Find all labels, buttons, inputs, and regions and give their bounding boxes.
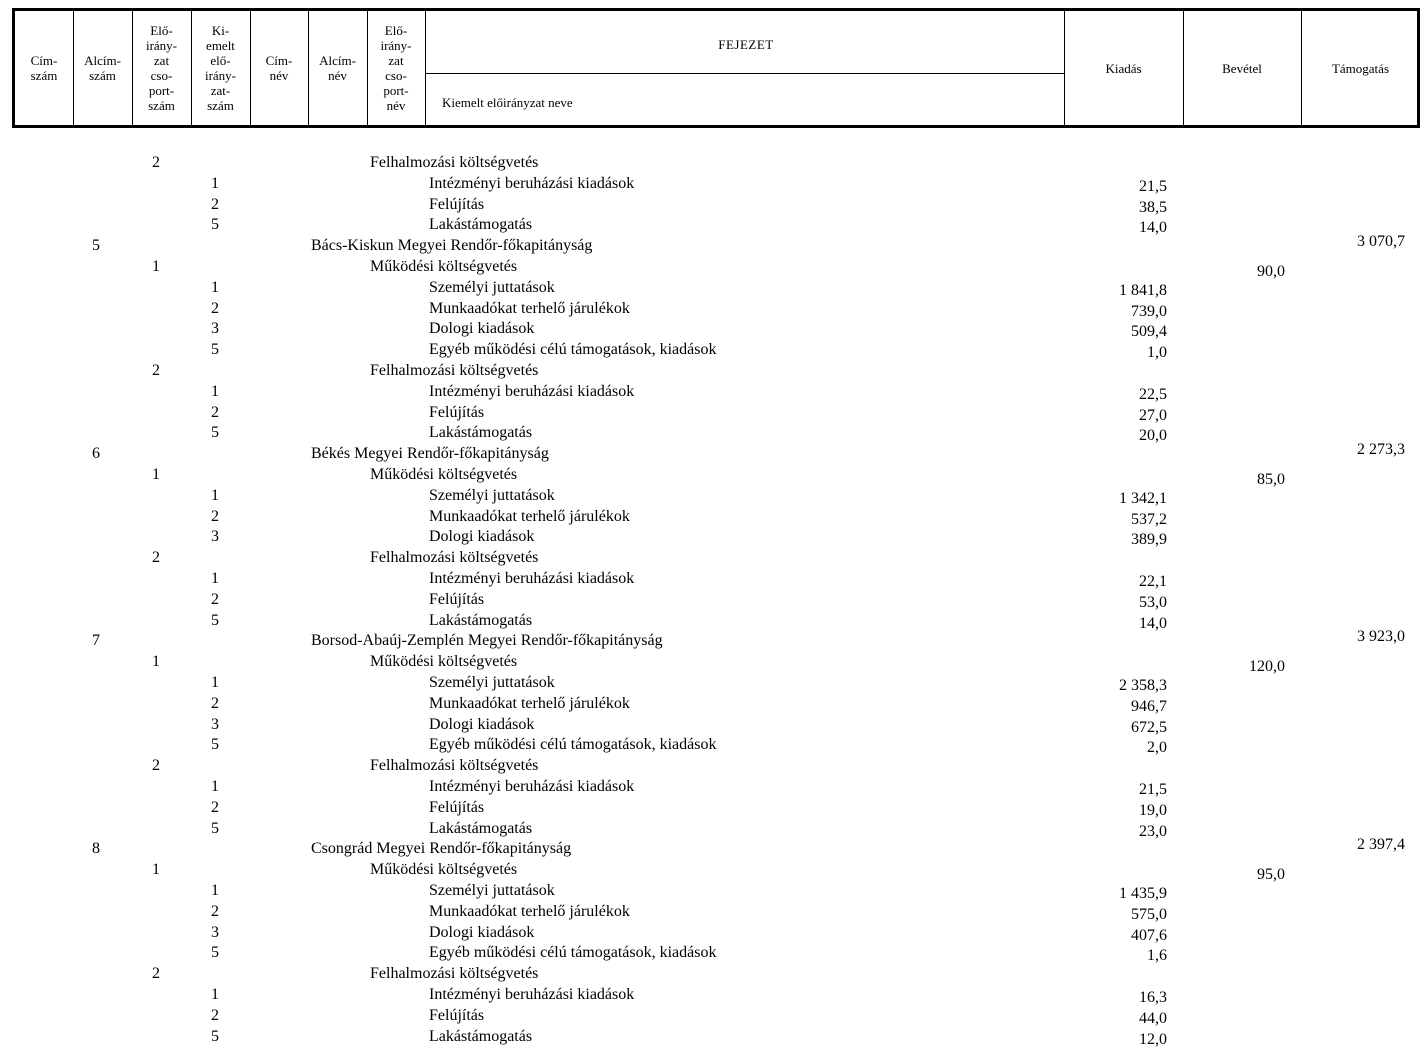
row-code: 5 bbox=[211, 819, 219, 837]
row-kiadas: 1 841,8 bbox=[1119, 281, 1167, 299]
row-tamogatas: 3 923,0 bbox=[1357, 628, 1405, 646]
row-name: Felújítás bbox=[429, 403, 485, 421]
row-name: Működési költségvetés bbox=[370, 466, 518, 483]
row-name: Egyéb működési célú támogatások, kiadások bbox=[429, 341, 717, 359]
row-name: Lakástámogatás bbox=[429, 611, 533, 629]
row-kiadas: 537,2 bbox=[1131, 510, 1167, 528]
row-name: Csongrád Megyei Rendőr-főkapitányság bbox=[311, 840, 572, 858]
row-name: Egyéb működési célú támogatások, kiadások bbox=[429, 944, 717, 962]
row-code: 1 bbox=[211, 278, 219, 296]
row-code: 7 bbox=[92, 632, 100, 650]
row-name: Felújítás bbox=[429, 590, 485, 608]
row-code: 5 bbox=[211, 611, 219, 629]
table-row bbox=[0, 944, 1425, 965]
table-row bbox=[0, 154, 1425, 175]
table-row bbox=[0, 965, 1425, 986]
table-row bbox=[0, 736, 1425, 757]
row-kiadas: 53,0 bbox=[1139, 593, 1167, 611]
table-row bbox=[0, 383, 1425, 404]
row-kiadas: 21,5 bbox=[1139, 781, 1167, 798]
row-code: 1 bbox=[211, 986, 219, 1003]
row-code: 2 bbox=[211, 590, 219, 608]
row-code: 3 bbox=[211, 528, 219, 546]
row-name: Dologi kiadások bbox=[429, 528, 535, 546]
row-code: 1 bbox=[211, 382, 219, 400]
table-row bbox=[0, 258, 1425, 279]
table-row bbox=[0, 903, 1425, 924]
row-name: Munkaadókat terhelő járulékok bbox=[429, 507, 630, 525]
row-code: 6 bbox=[92, 445, 100, 463]
header-kiadas: Kiadás bbox=[1105, 60, 1142, 76]
row-name: Felhalmozási költségvetés bbox=[370, 549, 539, 567]
row-kiadas: 389,9 bbox=[1131, 531, 1167, 549]
header-alcim-nev: Alcím- név bbox=[319, 53, 356, 83]
row-code: 1 bbox=[211, 486, 219, 504]
row-kiadas: 21,5 bbox=[1139, 177, 1167, 195]
header-cim-nev: Cím- név bbox=[265, 53, 293, 83]
row-kiadas: 16,3 bbox=[1139, 989, 1167, 1006]
table-row bbox=[0, 861, 1425, 882]
row-code: 1 bbox=[152, 258, 160, 275]
row-name: Felhalmozási költségvetés bbox=[370, 965, 539, 983]
row-name: Intézményi beruházási kiadások bbox=[429, 570, 635, 587]
row-name: Személyi juttatások bbox=[429, 486, 555, 504]
row-kiadas: 1,6 bbox=[1147, 947, 1167, 965]
table-row bbox=[0, 441, 1425, 466]
table-row bbox=[0, 549, 1425, 570]
table-row bbox=[0, 487, 1425, 508]
row-code: 2 bbox=[152, 362, 160, 379]
table-row bbox=[0, 628, 1425, 653]
row-bevetel: 85,0 bbox=[1257, 471, 1285, 488]
table-row bbox=[0, 695, 1425, 716]
table-row bbox=[0, 882, 1425, 903]
row-code: 2 bbox=[152, 549, 160, 567]
row-code: 2 bbox=[211, 507, 219, 525]
row-name: Dologi kiadások bbox=[429, 320, 535, 338]
row-name: Munkaadókat terhelő járulékok bbox=[429, 902, 630, 920]
row-code: 5 bbox=[92, 237, 100, 255]
table-row bbox=[0, 424, 1425, 445]
table-row bbox=[0, 233, 1425, 258]
table-row bbox=[0, 612, 1425, 633]
row-name: Felújítás bbox=[429, 798, 485, 816]
row-code: 1 bbox=[211, 882, 219, 899]
row-kiadas: 20,0 bbox=[1139, 427, 1167, 445]
header-alcim-szam: Alcím- szám bbox=[84, 53, 121, 83]
row-kiadas: 27,0 bbox=[1139, 406, 1167, 424]
row-kiadas: 1 342,1 bbox=[1119, 489, 1167, 507]
row-code: 3 bbox=[211, 923, 219, 941]
row-name: Intézményi beruházási kiadások bbox=[429, 986, 635, 1003]
row-name: Intézményi beruházási kiadások bbox=[429, 778, 635, 795]
row-name: Felhalmozási költségvetés bbox=[370, 362, 539, 379]
table-row bbox=[0, 466, 1425, 487]
row-name: Felújítás bbox=[429, 1006, 485, 1024]
row-name: Bács-Kiskun Megyei Rendőr-főkapitányság bbox=[311, 237, 593, 255]
row-code: 2 bbox=[211, 1006, 219, 1024]
row-kiadas: 14,0 bbox=[1139, 219, 1167, 237]
row-bevetel: 90,0 bbox=[1257, 263, 1285, 280]
header-fejezet: FEJEZET bbox=[718, 37, 774, 52]
row-kiadas: 407,6 bbox=[1131, 926, 1167, 944]
row-code: 1 bbox=[211, 778, 219, 795]
row-code: 2 bbox=[211, 195, 219, 213]
row-bevetel: 120,0 bbox=[1249, 658, 1285, 676]
table-row bbox=[0, 591, 1425, 612]
row-code: 5 bbox=[211, 216, 219, 234]
row-code: 5 bbox=[211, 944, 219, 962]
row-kiadas: 509,4 bbox=[1131, 323, 1167, 341]
row-code: 1 bbox=[152, 653, 160, 671]
row-name: Működési költségvetés bbox=[370, 258, 518, 275]
row-code: 1 bbox=[211, 174, 219, 192]
row-code: 2 bbox=[152, 154, 160, 171]
row-kiadas: 672,5 bbox=[1131, 718, 1167, 736]
row-code: 2 bbox=[211, 299, 219, 317]
row-code: 1 bbox=[211, 570, 219, 587]
row-name: Személyi juttatások bbox=[429, 882, 555, 899]
row-kiadas: 2,0 bbox=[1147, 739, 1167, 757]
table-row bbox=[0, 570, 1425, 591]
table-row bbox=[0, 924, 1425, 945]
table-row bbox=[0, 404, 1425, 425]
table-row bbox=[0, 528, 1425, 549]
table-row bbox=[0, 820, 1425, 841]
table-row bbox=[0, 508, 1425, 529]
row-tamogatas: 2 273,3 bbox=[1357, 441, 1405, 459]
table-row bbox=[0, 716, 1425, 737]
row-code: 2 bbox=[211, 403, 219, 421]
table-row bbox=[0, 757, 1425, 778]
table-row bbox=[0, 196, 1425, 217]
table-row bbox=[0, 279, 1425, 300]
row-name: Dologi kiadások bbox=[429, 715, 535, 733]
row-kiadas: 1,0 bbox=[1147, 344, 1167, 362]
row-name: Felhalmozási költségvetés bbox=[370, 757, 539, 775]
table-row bbox=[0, 320, 1425, 341]
row-tamogatas: 3 070,7 bbox=[1357, 233, 1405, 251]
row-name: Egyéb működési célú támogatások, kiadások bbox=[429, 736, 717, 754]
row-name: Intézményi beruházási kiadások bbox=[429, 382, 635, 400]
row-code: 5 bbox=[211, 424, 219, 442]
header-kiemelt-eloiranyzat-szam: Ki- emelt elő- irány- zat- szám bbox=[204, 23, 237, 113]
row-kiadas: 946,7 bbox=[1131, 697, 1167, 715]
row-code: 2 bbox=[211, 902, 219, 920]
row-name: Munkaadókat terhelő járulékok bbox=[429, 694, 630, 712]
row-code: 1 bbox=[211, 674, 219, 691]
row-code: 1 bbox=[152, 466, 160, 483]
row-name: Személyi juttatások bbox=[429, 674, 555, 691]
row-kiadas: 14,0 bbox=[1139, 614, 1167, 632]
header-eloiranyzat-csoport-szam: Elő- irány- zat cso- port- szám bbox=[145, 23, 178, 113]
table-row bbox=[0, 674, 1425, 695]
table-row bbox=[0, 836, 1425, 861]
row-kiadas: 19,0 bbox=[1139, 801, 1167, 819]
row-name: Személyi juttatások bbox=[429, 278, 555, 296]
row-code: 2 bbox=[211, 694, 219, 712]
row-kiadas: 575,0 bbox=[1131, 905, 1167, 923]
row-name: Dologi kiadások bbox=[429, 923, 535, 941]
row-name: Intézményi beruházási kiadások bbox=[429, 174, 635, 192]
row-kiadas: 12,0 bbox=[1139, 1030, 1167, 1048]
row-code: 3 bbox=[211, 715, 219, 733]
row-kiadas: 38,5 bbox=[1139, 198, 1167, 216]
row-code: 5 bbox=[211, 341, 219, 359]
row-name: Lakástámogatás bbox=[429, 216, 533, 234]
row-name: Munkaadókat terhelő járulékok bbox=[429, 299, 630, 317]
row-code: 5 bbox=[211, 1027, 219, 1045]
table-row bbox=[0, 341, 1425, 362]
row-name: Működési költségvetés bbox=[370, 861, 518, 879]
row-name: Békés Megyei Rendőr-főkapitányság bbox=[311, 445, 549, 463]
header-kiemelt-eloiranyzat-neve: Kiemelt előirányzat neve bbox=[442, 95, 573, 110]
row-code: 2 bbox=[211, 798, 219, 816]
table-row bbox=[0, 1028, 1425, 1049]
row-bevetel: 95,0 bbox=[1257, 866, 1285, 884]
row-name: Felhalmozási költségvetés bbox=[370, 154, 539, 171]
row-kiadas: 23,0 bbox=[1139, 822, 1167, 840]
table-row bbox=[0, 986, 1425, 1007]
header-tamogatas: Támogatás bbox=[1331, 60, 1390, 76]
table-row bbox=[0, 175, 1425, 196]
header-cim-szam: Cím- szám bbox=[30, 53, 58, 83]
row-name: Lakástámogatás bbox=[429, 1027, 533, 1045]
row-kiadas: 1 435,9 bbox=[1119, 885, 1167, 902]
row-name: Borsod-Abaúj-Zemplén Megyei Rendőr-főkapitányság bbox=[311, 632, 663, 650]
row-name: Lakástámogatás bbox=[429, 819, 533, 837]
table-row bbox=[0, 799, 1425, 820]
table-row bbox=[0, 778, 1425, 799]
table-row bbox=[0, 362, 1425, 383]
row-name: Működési költségvetés bbox=[370, 653, 518, 671]
header-bevetel: Bevétel bbox=[1222, 60, 1262, 76]
row-kiadas: 44,0 bbox=[1139, 1009, 1167, 1027]
row-code: 8 bbox=[92, 840, 100, 858]
header-eloiranyzat-csoport-nev: Elő- irány- zat cso- port- név bbox=[380, 23, 412, 113]
table-row bbox=[0, 300, 1425, 321]
table-row bbox=[0, 216, 1425, 237]
row-code: 2 bbox=[152, 757, 160, 775]
row-name: Lakástámogatás bbox=[429, 424, 533, 442]
row-code: 3 bbox=[211, 320, 219, 338]
row-kiadas: 739,0 bbox=[1131, 302, 1167, 320]
table-row bbox=[0, 1007, 1425, 1028]
row-code: 2 bbox=[152, 965, 160, 983]
row-kiadas: 22,1 bbox=[1139, 573, 1167, 590]
row-code: 5 bbox=[211, 736, 219, 754]
row-code: 1 bbox=[152, 861, 160, 879]
row-kiadas: 22,5 bbox=[1139, 385, 1167, 403]
table-row bbox=[0, 653, 1425, 674]
row-name: Felújítás bbox=[429, 195, 485, 213]
row-tamogatas: 2 397,4 bbox=[1357, 836, 1405, 854]
row-kiadas: 2 358,3 bbox=[1119, 677, 1167, 694]
